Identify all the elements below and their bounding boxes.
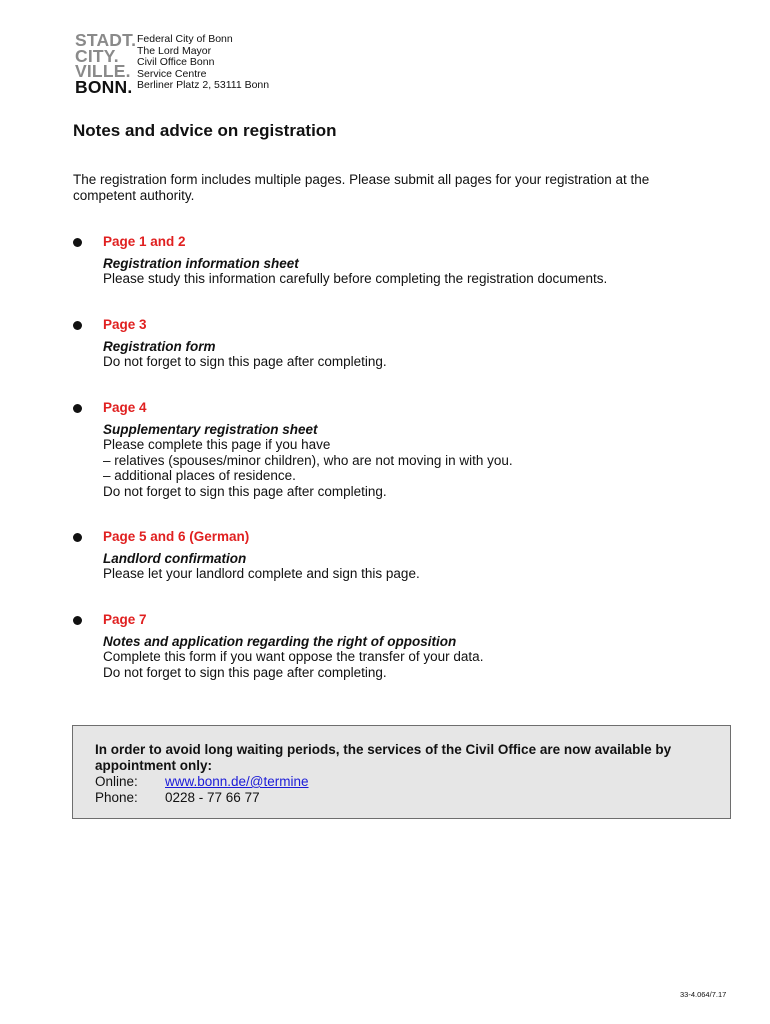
phone-value: 0228 - 77 66 77 <box>165 790 260 805</box>
item-text: Do not forget to sign this page after completing. <box>103 483 387 499</box>
page-title: Notes and advice on registration <box>73 121 337 140</box>
item-heading: Page 4 <box>103 400 147 415</box>
item-text: Do not forget to sign this page after completing. <box>103 354 387 369</box>
item-heading: Page 5 and 6 (German) <box>103 529 250 544</box>
bullet-icon <box>73 321 82 330</box>
sender-address <box>137 34 269 92</box>
list-item-page-3 <box>73 317 733 370</box>
item-heading: Page 7 <box>103 612 147 627</box>
address-line: The Lord Mayor <box>137 44 212 57</box>
bullet-icon <box>73 533 82 542</box>
bullet-icon <box>73 404 82 413</box>
list-item-page-4 <box>73 400 733 499</box>
city-logo <box>75 30 137 97</box>
item-text: Please study this information carefully before completing the registration documents. <box>103 271 608 286</box>
document-number: 33-4.064/7.17 <box>680 990 727 999</box>
intro-paragraph: The registration form includes multiple pages. Please submit all pages for your registration at the competent authority. <box>73 172 650 203</box>
address-line: Civil Office Bonn <box>137 56 215 68</box>
phone-row <box>95 790 715 806</box>
item-subtitle: Supplementary registration sheet <box>103 421 318 437</box>
appointment-notice <box>72 725 731 819</box>
item-text: Complete this form if you want oppose the transfer of your data. <box>103 649 484 664</box>
item-subtitle: Landlord confirmation <box>103 550 247 566</box>
online-label: Online: <box>95 774 138 789</box>
online-link[interactable]: www.bonn.de/@termine <box>165 774 309 789</box>
item-subtitle: Notes and application regarding the right of opposition <box>103 633 457 649</box>
item-text: Please complete this page if you have <box>103 437 331 452</box>
list-item-page-5-6 <box>73 529 733 582</box>
phone-label: Phone: <box>95 790 138 805</box>
logo-line-stadt: STADT. <box>75 30 137 50</box>
list-item-page-1-2 <box>73 234 733 287</box>
item-subtitle: Registration form <box>103 338 216 354</box>
online-row <box>95 774 715 790</box>
item-text: Please let your landlord complete and sign this page. <box>103 566 420 581</box>
item-text: – relatives (spouses/minor children), who are not moving in with you. <box>103 452 513 468</box>
address-line: Berliner Platz 2, 53111 Bonn <box>137 79 270 91</box>
item-heading: Page 3 <box>103 317 147 332</box>
list-item-page-7 <box>73 612 733 680</box>
bullet-icon <box>73 616 82 625</box>
address-line: Service Centre <box>137 67 207 80</box>
logo-line-ville: VILLE. <box>75 61 131 81</box>
logo-line-bonn: BONN. <box>75 76 133 97</box>
bullet-icon <box>73 238 82 247</box>
item-subtitle: Registration information sheet <box>103 255 299 271</box>
item-heading: Page 1 and 2 <box>103 234 186 249</box>
item-text: – additional places of residence. <box>103 468 296 483</box>
notice-text: In order to avoid long waiting periods, the services of the Civil Office are now available by appointment only: <box>95 742 672 773</box>
logo-line-city: CITY. <box>75 45 119 66</box>
item-text: Do not forget to sign this page after completing. <box>103 664 387 680</box>
address-line: Federal City of Bonn <box>137 33 233 45</box>
